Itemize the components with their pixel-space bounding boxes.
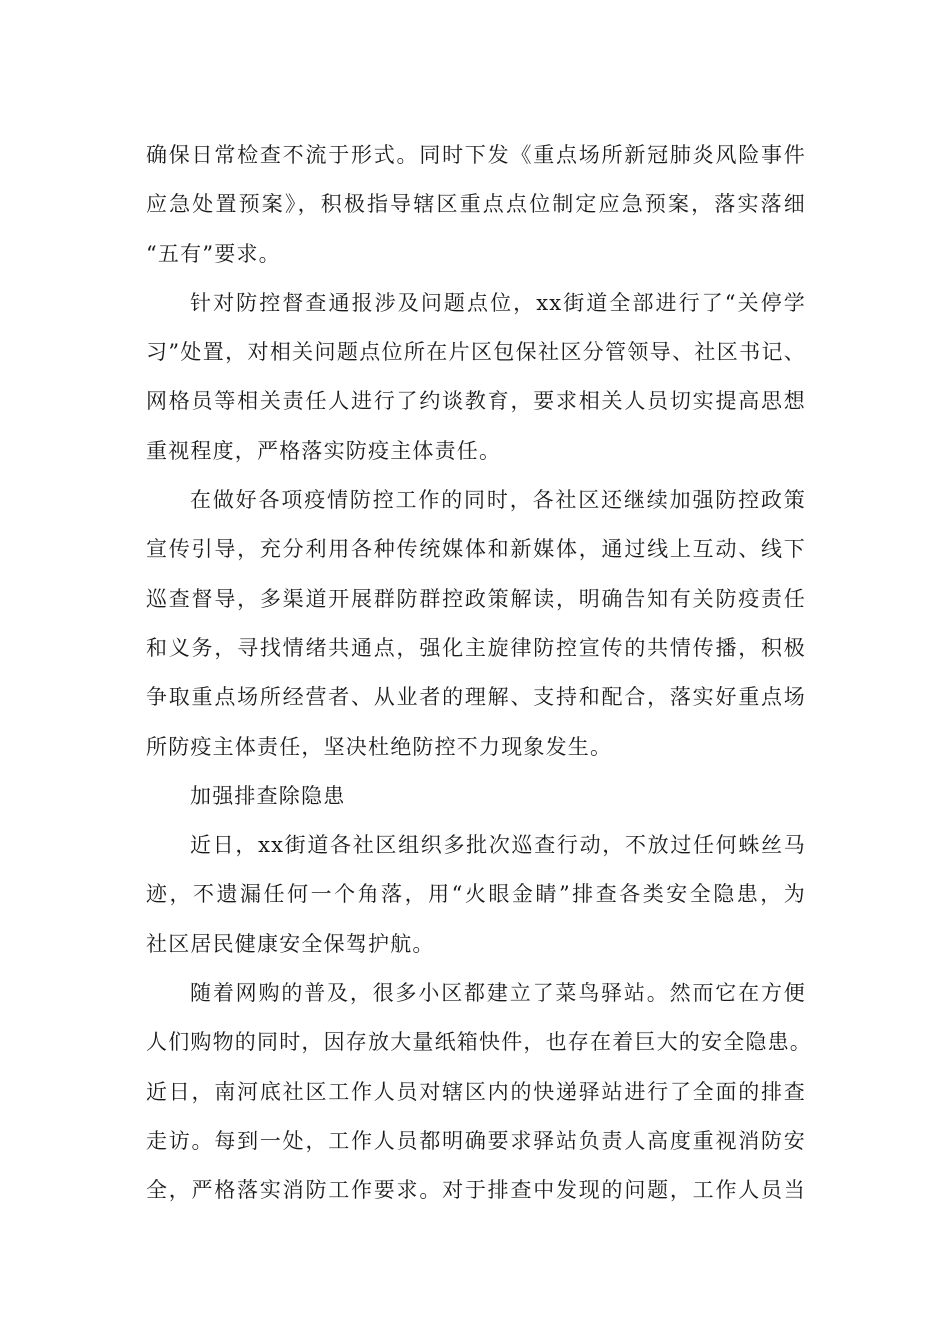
text-line: 所防疫主体责任，坚决杜绝防控不力现象发生。 bbox=[146, 734, 613, 759]
text-line: “五有”要求。 bbox=[146, 241, 281, 266]
text-line: 人们购物的同时，因存放大量纸箱快件，也存在着巨大的安全隐患。 bbox=[146, 1030, 812, 1055]
text-line: 争取重点场所经营者、从业者的理解、支持和配合，落实好重点场 bbox=[146, 685, 806, 710]
text-line: 习”处置，对相关问题点位所在片区包保社区分管领导、社区书记、 bbox=[146, 340, 806, 365]
text-line: 全，严格落实消防工作要求。对于排查中发现的问题，工作人员当 bbox=[146, 1178, 806, 1203]
text-line: 随着网购的普及，很多小区都建立了菜鸟驿站。然而它在方便 bbox=[190, 981, 806, 1006]
text-line: 应急处置预案》，积极指导辖区重点点位制定应急预案，落实落细 bbox=[146, 192, 806, 217]
text-line: 近日，xx街道各社区组织多批次巡查行动，不放过任何蛛丝马 bbox=[190, 833, 806, 858]
text-line: 在做好各项疫情防控工作的同时，各社区还继续加强防控政策 bbox=[190, 488, 806, 513]
text-line: 走访。每到一处，工作人员都明确要求驿站负责人高度重视消防安 bbox=[146, 1128, 806, 1153]
text-line: 社区居民健康安全保驾护航。 bbox=[146, 931, 435, 956]
text-line: 针对防控督查通报涉及问题点位，xx街道全部进行了“关停学 bbox=[190, 290, 806, 315]
document-body bbox=[146, 131, 812, 1216]
text-line: 网格员等相关责任人进行了约谈教育，要求相关人员切实提高思想 bbox=[146, 389, 806, 414]
text-line: 加强排查除隐患 bbox=[190, 783, 346, 808]
text-line: 迹，不遗漏任何一个角落，用“火眼金睛”排查各类安全隐患，为 bbox=[146, 882, 806, 907]
text-line: 确保日常检查不流于形式。同时下发《重点场所新冠肺炎风险事件 bbox=[146, 143, 806, 167]
text-line: 重视程度，严格落实防疫主体责任。 bbox=[146, 438, 502, 463]
text-line: 和义务，寻找情绪共通点，强化主旋律防控宣传的共情传播，积极 bbox=[146, 635, 806, 660]
text-line: 近日，南河底社区工作人员对辖区内的快递驿站进行了全面的排查 bbox=[146, 1079, 806, 1104]
text-line: 宣传引导，充分利用各种传统媒体和新媒体，通过线上互动、线下 bbox=[146, 537, 806, 562]
text-line: 巡查督导，多渠道开展群防群控政策解读，明确告知有关防疫责任 bbox=[146, 586, 806, 611]
